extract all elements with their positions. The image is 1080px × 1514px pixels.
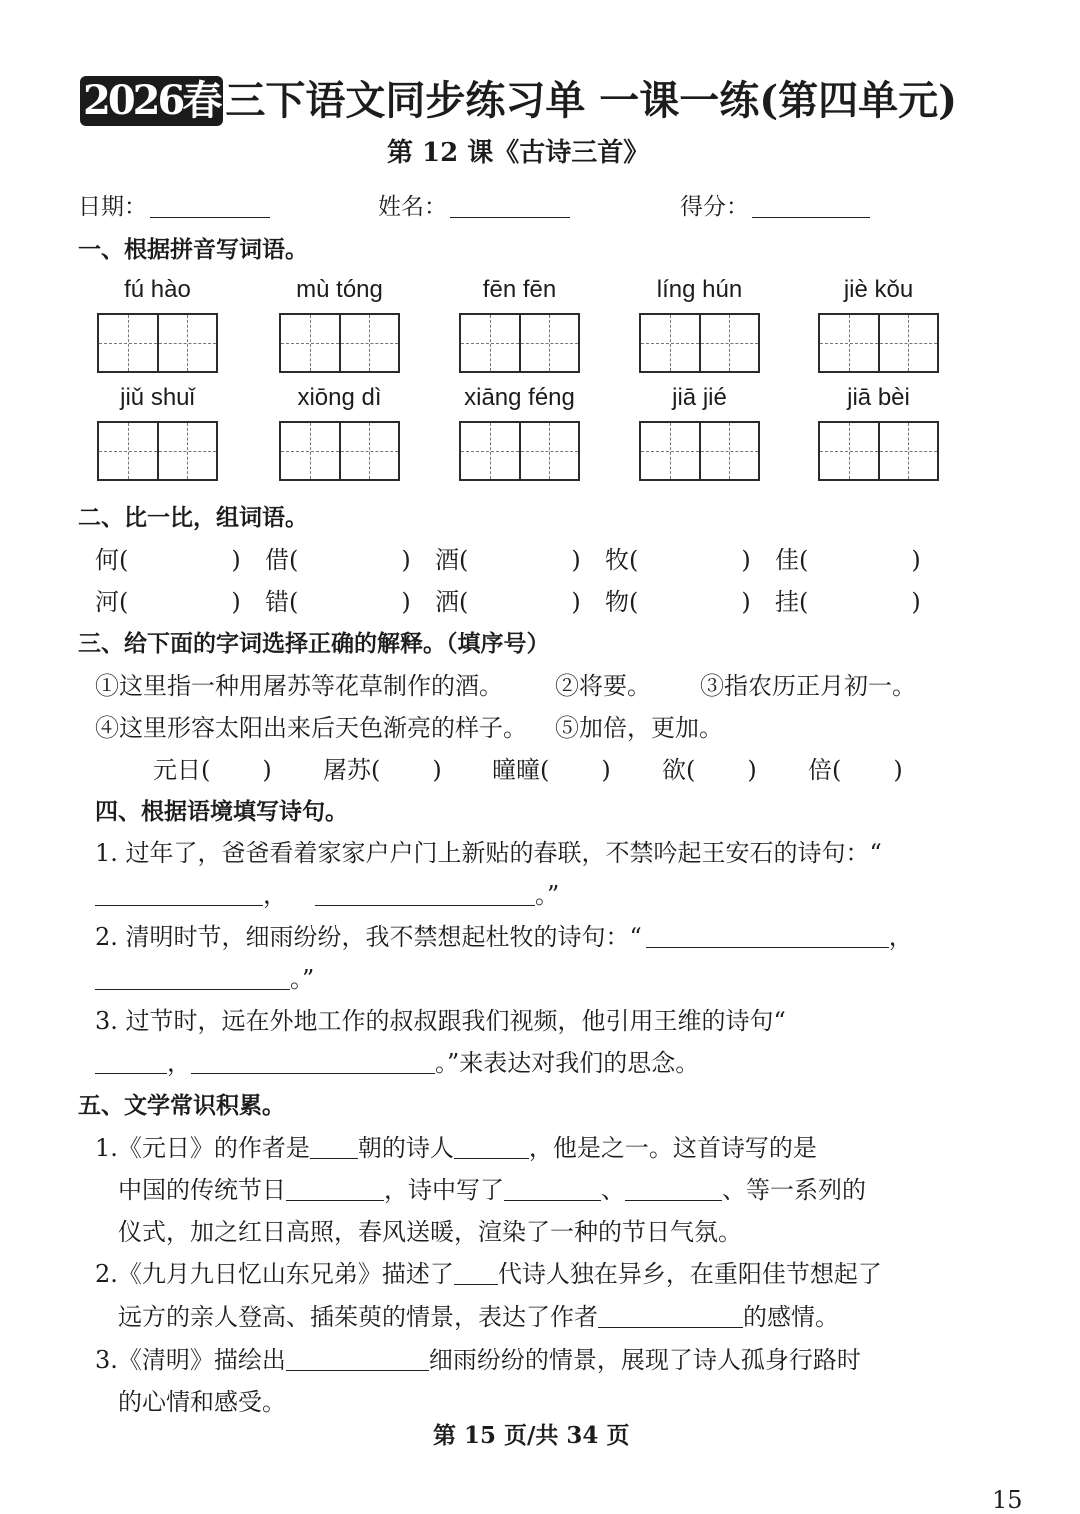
answer-space <box>808 574 911 575</box>
question-text: 代诗人 <box>497 1260 570 1288</box>
score-blank <box>752 217 870 218</box>
writing-cell <box>519 423 579 479</box>
section-2-heading: 二、比一比，组词语。 <box>78 505 308 531</box>
definition-option: ①这里指一种用屠苏等花草制作的酒。 <box>95 672 503 700</box>
question-text: 的心情和感受。 <box>118 1388 286 1416</box>
term-item <box>323 755 442 785</box>
writing-grid-box <box>279 421 400 481</box>
section-3-heading: 三、给下面的字词选择正确的解释。（填序号） <box>78 631 550 657</box>
pinyin-label: xiāng féng <box>464 384 575 411</box>
corner-page-number: 15 <box>992 1486 1023 1514</box>
question-line <box>95 880 559 910</box>
writing-cell <box>878 423 938 479</box>
answer-space <box>468 574 571 575</box>
question-text: 2. 清明时节，细雨纷纷，我不禁想起杜牧的诗句：“ <box>95 923 642 951</box>
writing-cell <box>699 423 759 479</box>
pinyin-label: líng hún <box>656 276 743 303</box>
answer-space <box>298 616 401 617</box>
answer-space <box>695 784 747 785</box>
compare-char: 酒( <box>435 546 469 574</box>
question-text: 等一系列的 <box>746 1176 866 1204</box>
question-text: 远方的亲人登高、插茱萸的情景，表达了作者 <box>118 1303 598 1331</box>
writing-cell <box>157 423 217 479</box>
writing-cell <box>519 315 579 371</box>
section-1-heading: 一、根据拼音写词语。 <box>78 237 308 263</box>
compare-char: 挂( <box>775 588 809 616</box>
name-field <box>378 192 570 222</box>
writing-cell <box>699 315 759 371</box>
lesson-title: 第 12 课《古诗三首》 <box>387 138 650 168</box>
punctuation: 、 <box>722 1176 746 1204</box>
punctuation: ， <box>263 881 287 909</box>
compare-char: 佳( <box>775 546 809 574</box>
writing-cell <box>99 315 157 371</box>
answer-space <box>549 784 601 785</box>
writing-grid-box <box>459 421 580 481</box>
section-4-heading: 四、根据语境填写诗句。 <box>95 799 348 825</box>
writing-cell <box>99 423 157 479</box>
pinyin-label: jiā jié <box>672 384 727 411</box>
question-line <box>118 1302 839 1332</box>
compare-item <box>605 587 751 617</box>
question-line <box>95 1133 962 1163</box>
definition-option: ③指农历正月初一。 <box>700 672 916 700</box>
answer-space <box>210 784 262 785</box>
compare-item <box>265 587 411 617</box>
title-text: 三下语文同步练习单 一课一练(第四单元) <box>225 77 958 124</box>
answer-blank <box>191 1073 435 1074</box>
answer-blank <box>625 1200 722 1201</box>
answer-space <box>841 784 893 785</box>
question-text: 仪式，加之红日高照，春风送暖，渲染了一种 <box>118 1218 598 1246</box>
score-field <box>680 192 870 222</box>
answer-space <box>638 616 741 617</box>
question-line <box>118 1387 286 1417</box>
writing-cell <box>641 315 699 371</box>
writing-grid-box <box>639 421 760 481</box>
compare-item <box>775 545 921 575</box>
worksheet-title <box>80 74 957 128</box>
compare-char: 牧( <box>605 546 639 574</box>
answer-space <box>808 616 911 617</box>
compare-item <box>435 545 581 575</box>
score-label: 得分： <box>680 194 749 220</box>
compare-char: 错( <box>265 588 299 616</box>
close-paren: ) <box>893 756 903 784</box>
writing-cell <box>878 315 938 371</box>
compare-char: 洒( <box>435 588 469 616</box>
answer-space <box>128 574 231 575</box>
compare-char: 何( <box>95 546 129 574</box>
answer-blank <box>310 1158 358 1159</box>
close-paren: ) <box>401 588 411 616</box>
close-paren: ) <box>262 756 272 784</box>
pinyin-label: fú hào <box>124 276 191 303</box>
pinyin-label: jiǔ shuǐ <box>120 384 195 411</box>
pinyin-label: jiè kǒu <box>843 276 914 303</box>
question-text: 朝的诗人 <box>357 1134 454 1162</box>
writing-grid-box <box>818 421 939 481</box>
writing-cell <box>157 315 217 371</box>
close-paren: ) <box>571 588 581 616</box>
close-paren: ) <box>911 588 921 616</box>
definition-option: ⑤加倍，更加。 <box>555 714 723 742</box>
question-text: ，诗中写了 <box>384 1176 504 1204</box>
compare-char: 河( <box>95 588 129 616</box>
close-paren: ) <box>741 588 751 616</box>
close-paren: ) <box>601 756 611 784</box>
answer-blank <box>95 989 290 990</box>
question-text: 独在异乡，在重阳佳节想起了 <box>569 1260 882 1288</box>
answer-blank <box>286 1370 429 1371</box>
close-paren: ) <box>231 588 241 616</box>
pinyin-label: fēn fēn <box>482 276 557 303</box>
compare-item <box>775 587 921 617</box>
punctuation: 。” <box>535 881 560 909</box>
question-text: 细雨纷纷的情景，展现了诗人孤身行路时 <box>428 1346 861 1374</box>
answer-space <box>468 616 571 617</box>
answer-blank <box>598 1327 743 1328</box>
punctuation: 、 <box>601 1176 625 1204</box>
question-line <box>95 1259 962 1289</box>
close-paren: ) <box>432 756 442 784</box>
question-text: 1.《元日》的作者是 <box>95 1134 310 1162</box>
writing-grid-box <box>459 313 580 373</box>
date-label: 日期： <box>78 194 147 220</box>
page-indicator: 第 15 页/共 34 页 <box>433 1422 630 1449</box>
writing-grid-box <box>97 313 218 373</box>
term-label: 倍( <box>808 756 842 784</box>
compare-item <box>435 587 581 617</box>
pinyin-label: mù tóng <box>296 276 383 303</box>
question-text: ，他是 <box>528 1134 601 1162</box>
question-text: 3.《清明》描绘出 <box>95 1346 286 1374</box>
writing-cell <box>281 315 339 371</box>
question-text: 之一。这首诗写的是 <box>600 1134 817 1162</box>
answer-blank <box>95 1073 167 1074</box>
close-paren: ) <box>231 546 241 574</box>
writing-grid-box <box>818 313 939 373</box>
answer-space <box>380 784 432 785</box>
writing-cell <box>339 423 399 479</box>
writing-cell <box>820 423 878 479</box>
writing-grid-box <box>639 313 760 373</box>
question-line <box>95 922 962 952</box>
writing-grid-box <box>279 313 400 373</box>
date-field <box>78 192 270 222</box>
compare-item <box>95 545 241 575</box>
compare-char: 物( <box>605 588 639 616</box>
question-text: 。”来表达对我们的思念。 <box>435 1049 700 1077</box>
answer-blank <box>454 1284 498 1285</box>
close-paren: ) <box>911 546 921 574</box>
answer-space <box>298 574 401 575</box>
answer-blank <box>95 905 263 906</box>
question-text: 3. 过节时，远在外地工作的叔叔跟我们视频，他引用王维的诗句“ <box>95 1007 786 1035</box>
question-text: 的节日气氛。 <box>598 1218 742 1246</box>
writing-cell <box>461 315 519 371</box>
writing-grid-box <box>97 421 218 481</box>
term-label: 曈曈( <box>492 756 550 784</box>
question-line <box>95 1345 965 1375</box>
term-label: 元日( <box>153 756 211 784</box>
compare-char: 借( <box>265 546 299 574</box>
name-label: 姓名： <box>378 194 447 220</box>
answer-space <box>128 616 231 617</box>
close-paren: ) <box>401 546 411 574</box>
term-item <box>662 755 757 785</box>
punctuation: ， <box>167 1049 191 1077</box>
definition-option: ②将要。 <box>555 672 651 700</box>
name-blank <box>450 217 570 218</box>
term-item <box>492 755 611 785</box>
date-blank <box>150 217 270 218</box>
pinyin-label: xiōng dì <box>297 384 382 411</box>
pinyin-label: jiā bèi <box>847 384 910 411</box>
term-label: 欲( <box>662 756 696 784</box>
answer-blank <box>315 905 535 906</box>
close-paren: ) <box>741 546 751 574</box>
question-text: 中国的传统节日 <box>118 1176 286 1204</box>
question-line <box>95 838 962 868</box>
answer-blank <box>646 947 889 948</box>
question-line <box>118 1175 962 1205</box>
question-text: 1. 过年了，爸爸看着家家户户门上新贴的春联，不禁吟起王安石的诗句：“ <box>95 839 882 867</box>
question-line <box>95 1048 699 1078</box>
term-label: 屠苏( <box>323 756 381 784</box>
section-5-heading: 五、文学常识积累。 <box>78 1093 285 1119</box>
writing-cell <box>641 423 699 479</box>
question-line <box>118 1217 958 1247</box>
answer-space <box>638 574 741 575</box>
writing-cell <box>281 423 339 479</box>
definition-option: ④这里形容太阳出来后天色渐亮的样子。 <box>95 714 527 742</box>
question-line <box>95 964 314 994</box>
term-item <box>808 755 903 785</box>
writing-cell <box>820 315 878 371</box>
compare-item <box>605 545 751 575</box>
compare-item <box>265 545 411 575</box>
question-line <box>95 1006 962 1036</box>
question-text: 2.《九月九日忆山东兄弟》描述了 <box>95 1260 454 1288</box>
answer-blank <box>286 1200 384 1201</box>
year-badge: 2026春 <box>80 76 223 126</box>
writing-cell <box>339 315 399 371</box>
compare-item <box>95 587 241 617</box>
punctuation: ， <box>888 923 913 951</box>
punctuation: 。” <box>290 965 315 993</box>
question-text: 的感情。 <box>743 1303 839 1331</box>
term-item <box>153 755 272 785</box>
answer-blank <box>504 1200 601 1201</box>
answer-blank <box>454 1158 529 1159</box>
writing-cell <box>461 423 519 479</box>
close-paren: ) <box>571 546 581 574</box>
close-paren: ) <box>747 756 757 784</box>
